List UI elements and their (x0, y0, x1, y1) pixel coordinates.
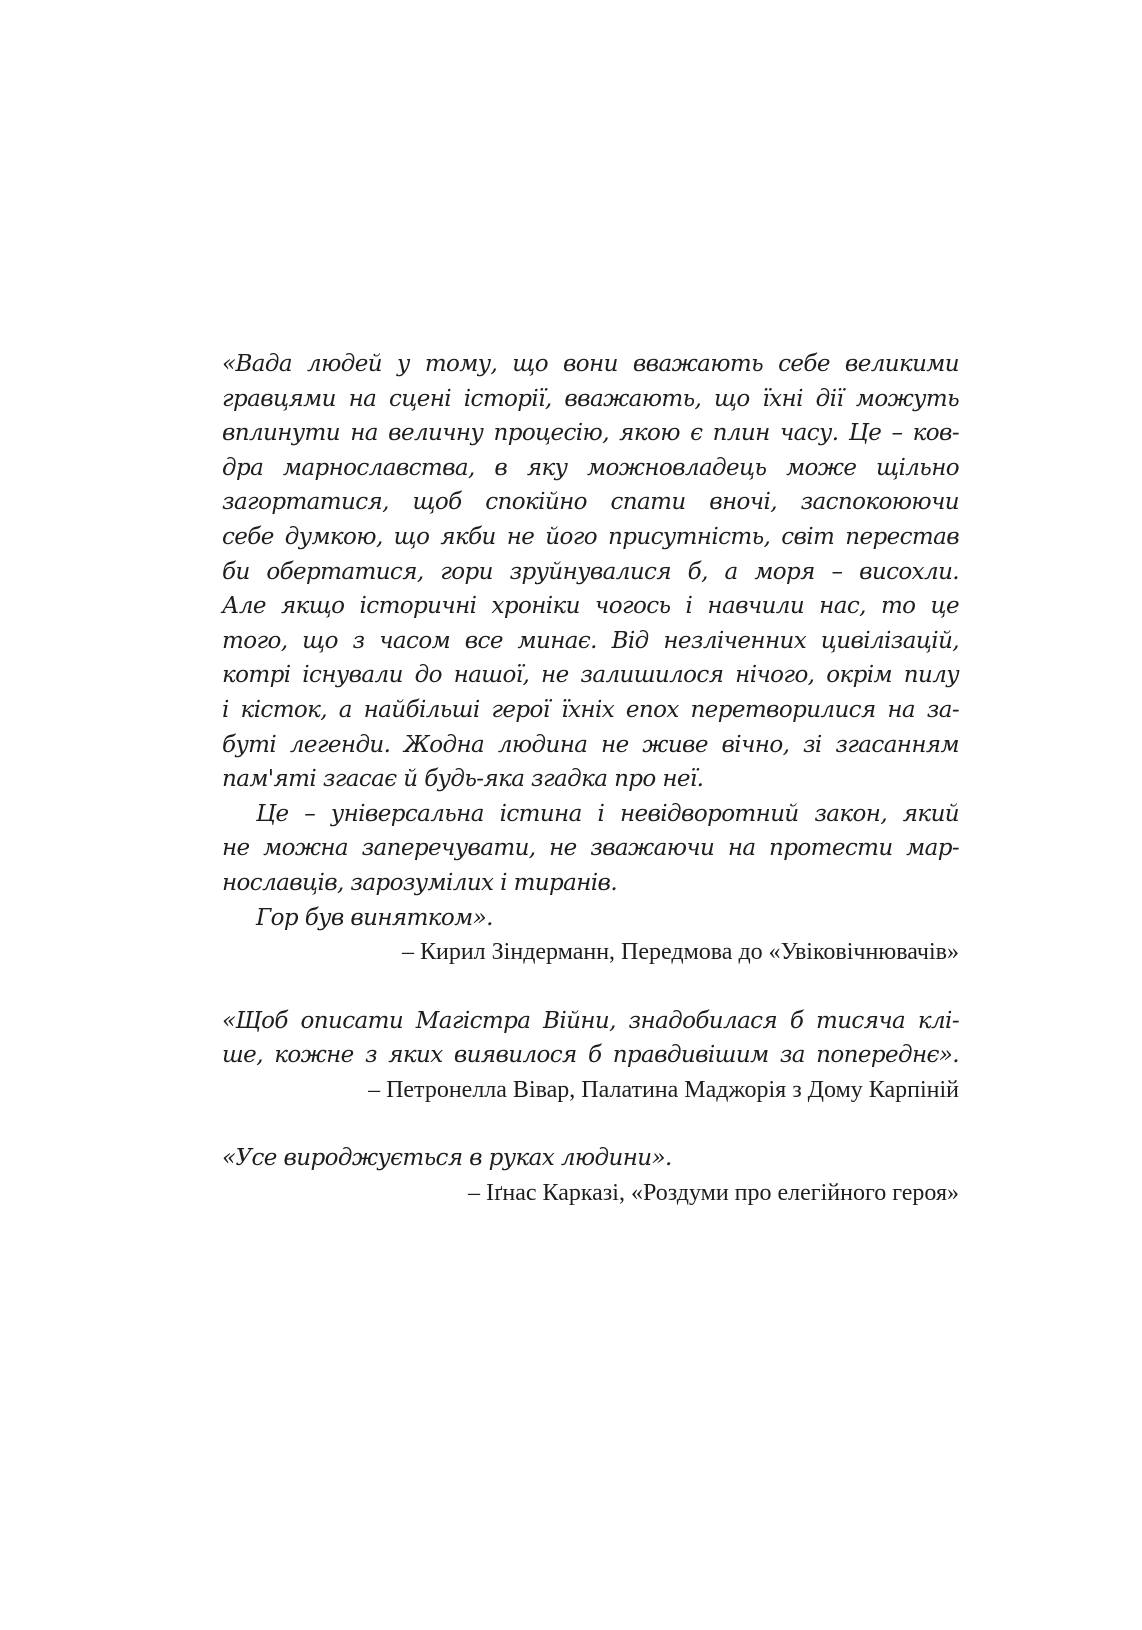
epigraph-vivar (222, 1004, 959, 1108)
quote-line: «Щоб описати Магістра Війни, знадобилася б тисяча клі- (222, 1007, 959, 1034)
quote-line: буті легенди. Жодна людина не живе вічно, зі згасанням (222, 731, 959, 758)
attribution: – Петронелла Вівар, Палатина Маджорія з Дому Карпіній (368, 1076, 959, 1103)
attribution: – Іґнас Карказі, «Роздуми про елегійного героя» (467, 1180, 959, 1207)
epigraph-zindermann (222, 347, 959, 970)
quote-line: «Усе вироджується в руках людини». (222, 1145, 672, 1172)
quote-line: пам'яті згасає й будь-яка згадка про неї. (222, 766, 704, 793)
quote-line: «Вада людей у тому, що вони вважають себе великими (222, 351, 959, 377)
quote-line: вплинути на величну процесію, якою є плин часу. Це – ков- (222, 420, 959, 447)
quote-line: ше, кожне з яких виявилося б правдивішим за попереднє». (222, 1042, 959, 1069)
quote-line: дра марнославства, в яку можновладець може щільно (222, 454, 959, 481)
quote-line: загортатися, щоб спокійно спати вночі, заспокоюючи (222, 489, 959, 516)
quote-line: гравцями на сцені історії, вважають, що їхні дії можуть (222, 385, 959, 412)
quote-line: Але якщо історичні хроніки чогось і навчили нас, то це (222, 593, 959, 620)
epigraph-page (222, 347, 959, 1211)
epigraph-karkazi (222, 1141, 959, 1210)
spacer (222, 970, 959, 1004)
quote-line: нославців, зарозумілих і тиранів. (222, 869, 618, 896)
quote-line: Гор був винятком». (256, 904, 493, 931)
quote-line: не можна заперечувати, не зважаючи на протести мар- (222, 835, 959, 862)
quote-line: би обертатися, гори зруйнувалися б, а моря – висохли. (222, 558, 959, 585)
spacer (222, 1107, 959, 1141)
quote-line: Це – універсальна істина і невідворотний закон, який (256, 800, 959, 827)
quote-line: себе думкою, що якби не його присутність, світ перестав (222, 523, 959, 550)
quote-line: того, що з часом все минає. Від незліченних цивілізацій, (222, 627, 959, 654)
quote-line: котрі існували до нашої, не залишилося нічого, окрім пилу (222, 662, 959, 689)
attribution: – Кирил Зіндерманн, Передмова до «Увіковічнювачів» (401, 939, 959, 966)
quote-line: і кісток, а найбільші герої їхніх епох перетворилися на за- (222, 696, 959, 723)
